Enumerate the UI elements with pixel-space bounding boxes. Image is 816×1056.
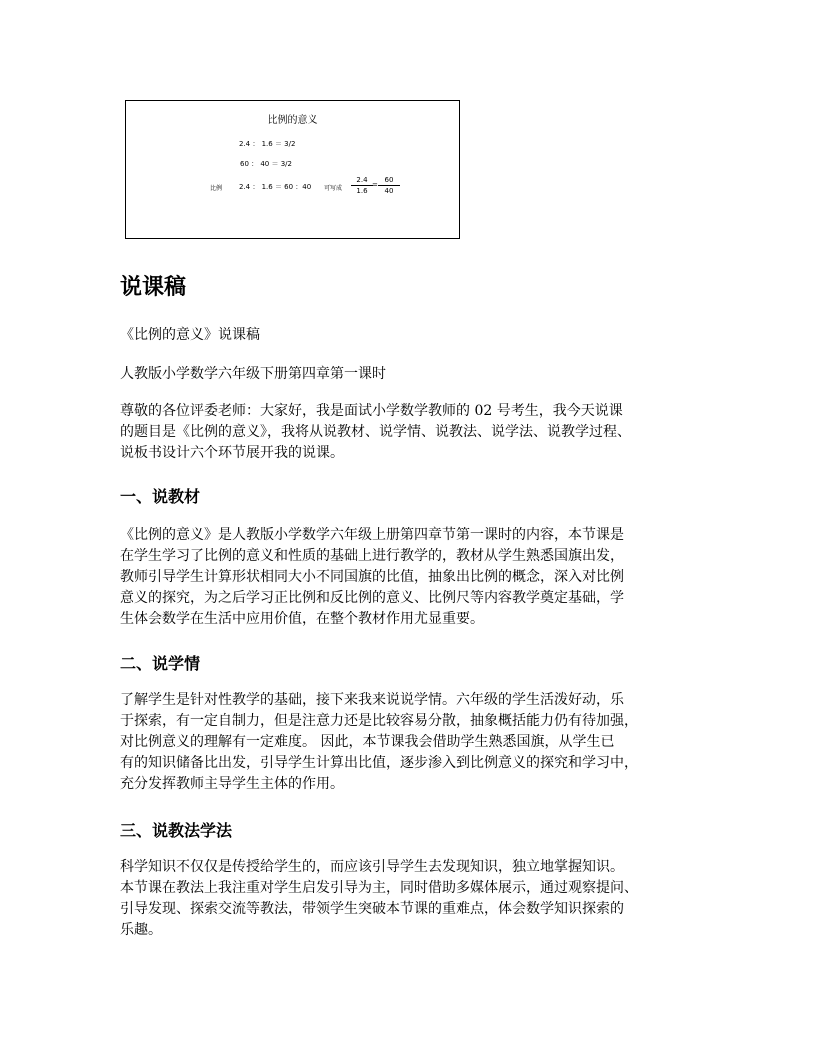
board-can-write-as: 可写成: [324, 185, 343, 192]
document-book-info: 人教版小学数学六年级下册第四章第一课时: [120, 366, 386, 382]
fraction-denominator: 1.6: [356, 187, 368, 195]
intro-paragraph: [120, 401, 710, 464]
paragraph-line: 于探索，有一定自制力，但是注意力还是比较容易分散，抽象概括能力仍有待加强，: [120, 713, 638, 729]
board-fraction-equals: =: [372, 181, 378, 189]
paragraph-line: 本节课在教法上我注重对学生启发引导为主，同时借助多媒体展示，通过观察提问、: [120, 880, 638, 896]
paragraph-line: 有的知识储备比出发，引导学生计算出比值，逐步渗入到比例意义的探究和学习中，: [120, 755, 638, 771]
paragraph-line: 尊敬的各位评委老师：大家好，我是面试小学数学教师的 02 号考生，我今天说课: [120, 403, 623, 419]
board-equation-label: 比例: [210, 185, 223, 192]
paragraph-line: 科学知识不仅仅是传授给学生的，而应该引导学生去发现知识，独立地掌握知识。: [120, 859, 624, 875]
section-heading-methods: 三、说教法学法: [120, 821, 233, 840]
blackboard-figure: [125, 100, 460, 239]
board-equation-2: 60 ： 40 ＝ 3/2: [240, 160, 292, 168]
board-equation-3: 2.4 ： 1.6 ＝ 60 ：40: [239, 183, 312, 191]
board-equation-1: 2.4 ： 1.6 ＝ 3/2: [239, 140, 296, 148]
document-subtitle: 《比例的意义》说课稿: [120, 327, 260, 343]
section-paragraph-textbook: [120, 525, 710, 630]
paragraph-line: 乐趣。: [120, 922, 162, 938]
board-fraction-right: [378, 176, 400, 195]
document-title: 说课稿: [120, 275, 187, 300]
paragraph-line: 对比例意义的理解有一定难度。 因此，本节课我会借助学生熟悉国旗，从学生已: [120, 734, 615, 750]
paragraph-line: 《比例的意义》是人教版小学数学六年级上册第四章节第一课时的内容，本节课是: [120, 527, 624, 543]
paragraph-line: 教师引导学生计算形状相同大小不同国旗的比值，抽象出比例的概念，深入对比例: [120, 569, 624, 585]
section-paragraph-methods: [120, 857, 710, 941]
paragraph-line: 的题目是《比例的意义》，我将从说教材、说学情、说教法、说学法、说教学过程、: [120, 424, 631, 440]
board-title: 比例的意义: [267, 115, 318, 126]
paragraph-line: 生体会数学在生活中应用价值，在整个教材作用尤显重要。: [120, 611, 484, 627]
paragraph-line: 说板书设计六个环节展开我的说课。: [120, 445, 344, 461]
paragraph-line: 引导发现、探索交流等教法，带领学生突破本节课的重难点，体会数学知识探索的: [120, 901, 624, 917]
section-heading-textbook: 一、说教材: [120, 487, 201, 506]
paragraph-line: 在学生学习了比例的意义和性质的基础上进行教学的，教材从学生熟悉国旗出发，: [120, 548, 624, 564]
section-heading-students: 二、说学情: [120, 654, 201, 673]
fraction-numerator: 60: [378, 176, 400, 186]
paragraph-line: 意义的探究，为之后学习正比例和反比例的意义、比例尺等内容教学奠定基础，学: [120, 590, 624, 606]
fraction-denominator: 40: [384, 187, 394, 195]
paragraph-line: 充分发挥教师主导学生主体的作用。: [120, 776, 344, 792]
fraction-numerator: 2.4: [351, 176, 373, 186]
paragraph-line: 了解学生是针对性教学的基础，接下来我来说说学情。六年级的学生活泼好动，乐: [120, 692, 624, 708]
board-fraction-left: [351, 176, 373, 195]
section-paragraph-students: [120, 690, 710, 795]
